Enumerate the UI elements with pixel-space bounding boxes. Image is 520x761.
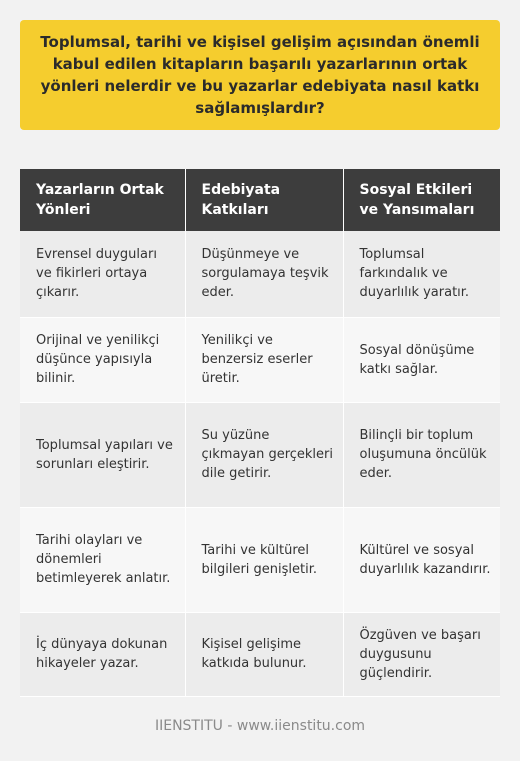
- table-row: [20, 402, 500, 507]
- comparison-table: [20, 169, 500, 697]
- table-cell: Düşünmeye ve sorgulamaya teşvik eder.: [185, 231, 343, 317]
- footer-credit: IIENSTITU - www.iienstitu.com: [154, 718, 366, 734]
- table-row: [20, 507, 500, 612]
- table-row: [20, 231, 500, 317]
- table-cell: Toplumsal yapıları ve sorunları eleştirir.: [20, 402, 185, 507]
- table-cell: Orijinal ve yenilikçi düşünce yapısıyla bilinir.: [20, 317, 185, 402]
- column-header: Edebiyata Katkıları: [185, 169, 343, 231]
- table-cell: Sosyal dönüşüme katkı sağlar.: [343, 317, 500, 402]
- table-row: [20, 612, 500, 696]
- table-cell: Özgüven ve başarı duygusunu güçlendirir.: [343, 612, 500, 696]
- title-banner: [20, 20, 500, 130]
- table-header-row: [20, 169, 500, 231]
- page-title: Toplumsal, tarihi ve kişisel gelişim açısından önemli kabul edilen kitapların başarılı yazarlarının ortak yönleri nelerdir ve bu yazarlar edebiyata nasıl katkı sağlamışlardır?: [40, 33, 480, 117]
- column-header: Yazarların Ortak Yönleri: [20, 169, 185, 231]
- table-cell: Tarihi ve kültürel bilgileri genişletir.: [185, 507, 343, 612]
- table-cell: Bilinçli bir toplum oluşumuna öncülük eder.: [343, 402, 500, 507]
- table-cell: Kültürel ve sosyal duyarlılık kazandırır.: [343, 507, 500, 612]
- table-cell: Kişisel gelişime katkıda bulunur.: [185, 612, 343, 696]
- table-cell: İç dünyaya dokunan hikayeler yazar.: [20, 612, 185, 696]
- table-cell: Tarihi olayları ve dönemleri betimleyerek anlatır.: [20, 507, 185, 612]
- table-row: [20, 317, 500, 402]
- table-cell: Su yüzüne çıkmayan gerçekleri dile getirir.: [185, 402, 343, 507]
- column-header: Sosyal Etkileri ve Yansımaları: [343, 169, 500, 231]
- table-cell: Toplumsal farkındalık ve duyarlılık yaratır.: [343, 231, 500, 317]
- table-cell: Yenilikçi ve benzersiz eserler üretir.: [185, 317, 343, 402]
- table-cell: Evrensel duyguları ve fikirleri ortaya çıkarır.: [20, 231, 185, 317]
